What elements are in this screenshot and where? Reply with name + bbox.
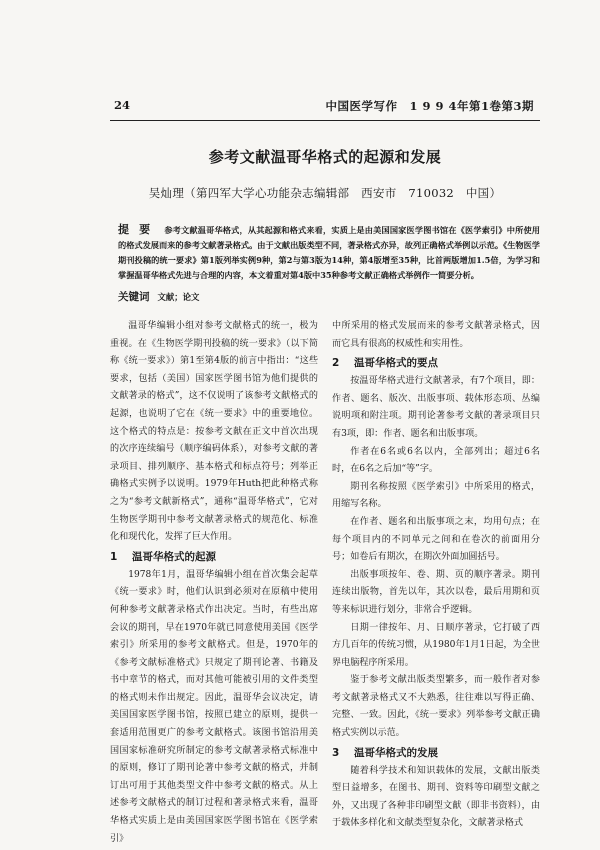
intro-paragraph: 温哥华编辑小组对参考文献格式的统一，极为重视。在《生物医学期刊投稿的统一要求》（以下简称《统一要求》）第1至第4版的前言中指出：“这些要求，包括（美国）国家医学图书馆为他们提供的文献著录的格式”，这不仅说明了该参考文献格式的起源，也说明了它在《统一要求》中的重要地位。这个格式的特点是：按参考文献在正文中首次出现的次序连续编号（顺序编码体系），对参考文献的著录项目、排列顺序、基本格式和标点符号；列举正确格式实例予以说明。1979年Huth把此种格式称之为“参考文献新格式”，通称“温哥华格式”，它对生物医学期刊中参考文献著录格式的规范化、标准化和现代化，发挥了巨大作用。 xyxy=(110,321,318,543)
section-heading xyxy=(332,355,540,372)
body-paragraph: 作者在6名或6名以内，全部列出；超过6名时，在6名之后加“等”字。 xyxy=(332,446,540,475)
keywords-label: 关键词 xyxy=(118,291,150,303)
page-number: 24 xyxy=(114,98,131,112)
body-paragraph: 随着科学技术和知识载体的发展，文献出版类型日益增多，在图书、期刊、资料等印刷型文献之外，又出现了各种非印刷型文献（即非书资料），由于载体多样化和文献类型复杂化，文献著录格式 xyxy=(332,765,540,829)
section-heading xyxy=(332,745,540,762)
article-title: 参考文献温哥华格式的起源和发展 xyxy=(208,148,442,166)
body-paragraph: 出版事项按年、卷、期、页的顺序著录。期刊连续出版物，首先以年，其次以卷，最后用期和页等来标识进行划分，非常合乎逻辑。 xyxy=(332,569,540,615)
header-rule xyxy=(110,120,540,121)
section-number: 2 xyxy=(332,357,340,370)
running-header xyxy=(114,98,534,114)
section-title: 温哥华格式的要点 xyxy=(354,357,438,370)
journal-issue: 中国医学写作 1 9 9 4年第1卷第3期 xyxy=(325,99,534,113)
section-title: 温哥华格式的起源 xyxy=(132,550,216,563)
body-paragraph: 日期一律按年、月、日顺序著录，它打破了西方几百年的传统习惯，从1980年1月1日起，为全世界电脑程序所采用。 xyxy=(332,622,540,668)
abstract-label: 提要 xyxy=(118,223,161,236)
abstract xyxy=(118,222,540,283)
body-paragraph: 在作者、题名和出版事项之末，均用句点；在每个项目内的不同单元之间和在卷次的前面用分号；如卷后有期次，在期次外面加圆括号。 xyxy=(332,516,540,563)
keywords-text: 文献；论文 xyxy=(157,292,200,302)
body-paragraph: 按温哥华格式进行文献著录，有7个项目，即：作者、题名、版次、出版事项、载体形态项、丛编说明项和附注项。期刊论著参考文献的著录项目只有3项，即：作者、题名和出版事项。 xyxy=(332,376,540,439)
section-number: 3 xyxy=(332,746,340,759)
section-number: 1 xyxy=(110,550,118,563)
body-paragraph: 期刊名称按照《医学索引》中所采用的格式，用缩写名称。 xyxy=(332,481,540,510)
body-paragraph: 鉴于参考文献出版类型繁多，而一般作者对参考文献著录格式又不大熟悉，往往难以写得正确、完整、一致。因此，《统一要求》列举参考文献正确格式实例以示范。 xyxy=(332,675,540,739)
section-heading xyxy=(110,549,318,566)
continued-paragraph: 中所采用的格式发展而来的参考文献著录格式，因而它具有很高的权威性和实用性。 xyxy=(332,321,540,349)
body-paragraph: 1978年1月，温哥华编辑小组在首次集会起草《统一要求》时，他们认识到必须对在原稿中使用何种参考文献著录格式作出决定。当时，有些出席会议的期刊，早在1970年就已同意使用美国《医学索引》所采用的参考文献格式。但是，1970年的《参考文献标准格式》只规定了期刊论著、书籍及书中章节的格式，而对其他可能被引用的文件类型的格式则未作出规定。因此，温哥华会议决定，请美国国家医学图书馆，按照已建立的原则，提供一套适用范围更广的参考文献格式。该图书馆沿用美国国家标准研究所制定的参考文献著录格式标准中的原则，修订了期刊论著中参考文献的格式，并制订出可用于其他类型文件中参考文献的格式。从上述参考文献格式的制订过程和著录格式来看，温哥华格式实质上是由美国国家医学图书馆在《医学索引》 xyxy=(110,569,318,844)
right-column xyxy=(332,318,540,833)
left-column xyxy=(110,318,318,848)
abstract-text: 参考文献温哥华格式，从其起源和格式来看，实质上是由美国国家医学图书馆在《医学索引》中所使用的格式发展而来的参考文献著录格式。由于文献出版类型不同，著录格式亦异，故列正确格式举例以示范。《生物医学期刊投稿的统一要求》第1版列举实例9种，第2与第3版为14种，第4版增至35种，比首两版增加1.5倍，为学习和掌握温哥华格式先进与合理的内容，本文着重对第4版中35种参考文献正确格式举例作一简要分析。 xyxy=(118,225,540,280)
author-affiliation: 吴灿理（第四军大学心功能杂志编辑部 西安市 710032 中国） xyxy=(148,186,502,200)
section-title: 温哥华格式的发展 xyxy=(354,746,438,759)
keywords xyxy=(118,289,540,304)
